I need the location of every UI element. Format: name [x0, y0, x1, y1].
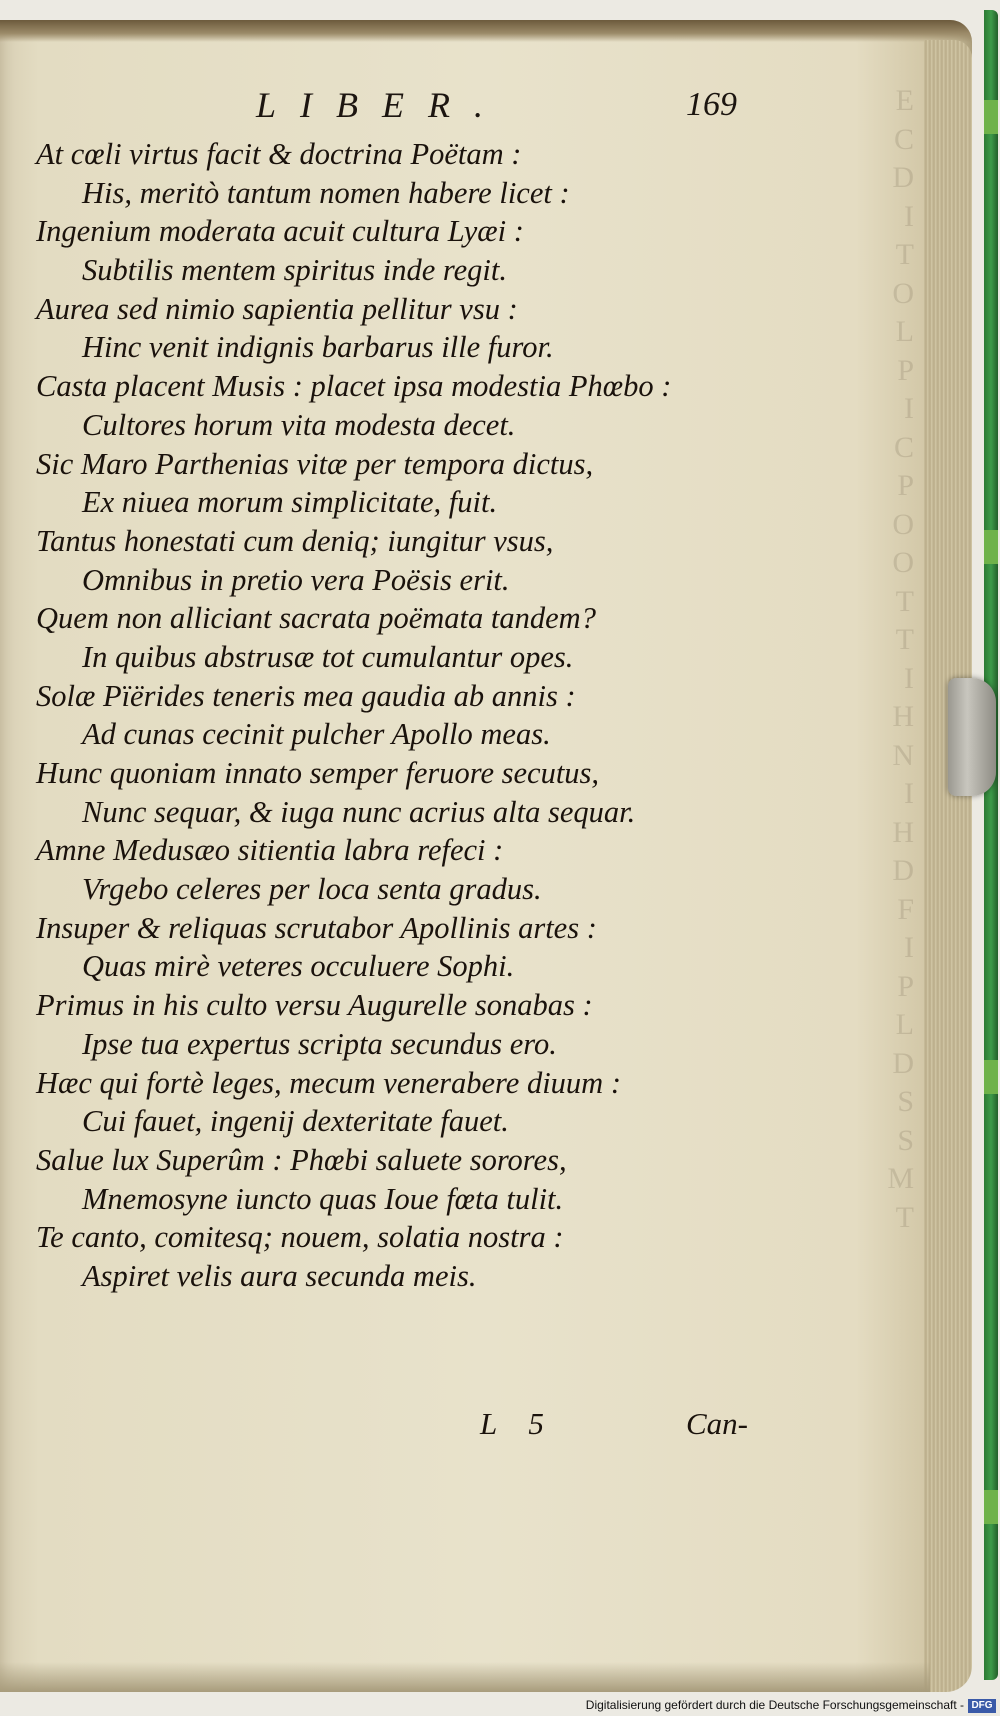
- digitization-credit: [0, 1698, 1000, 1716]
- verse-line: Casta placent Musis : placet ipsa modestia Phœbo :: [36, 369, 672, 404]
- bleed-through-text: E C D I T O L P I C P O O T T I H N I H D F I P L D S S M T: [887, 84, 914, 1234]
- catchword: Can-: [686, 1406, 748, 1441]
- verse-line: Cultores horum vita modesta decet.: [82, 407, 516, 442]
- running-head: LIBER.: [256, 85, 507, 125]
- verse-line: Ad cunas cecinit pulcher Apollo meas.: [82, 717, 551, 752]
- verse-line: Insuper & reliquas scrutabor Apollinis artes :: [36, 910, 597, 945]
- signature-mark: L 5: [480, 1406, 556, 1441]
- verse-line: Aspiret velis aura secunda meis.: [82, 1258, 477, 1293]
- book-edge-binding: [984, 10, 998, 1680]
- verse-line: Quas mirè veteres occuluere Sophi.: [82, 949, 515, 984]
- verse-line: Nunc sequar, & iuga nunc acrius alta sequar.: [82, 794, 636, 829]
- verse-line: Amne Medusæo sitientia labra refeci :: [36, 833, 504, 868]
- dfg-logo-icon: DFG: [968, 1699, 996, 1713]
- page-header: [256, 84, 756, 128]
- credit-text: Digitalisierung gefördert durch die Deutsche Forschungsgemeinschaft -: [585, 1698, 964, 1712]
- verse-line: Salue lux Superûm : Phœbi saluete sorores,: [36, 1142, 567, 1177]
- verse-line: Aurea sed nimio sapientia pellitur vsu :: [36, 291, 518, 326]
- verse-line: Ingenium moderata acuit cultura Lyæi :: [36, 214, 524, 249]
- verse-line: Te canto, comitesq; nouem, solatia nostra :: [36, 1220, 564, 1255]
- verse-line: Cui fauet, ingenij dexteritate fauet.: [82, 1104, 509, 1139]
- verse-line: Subtilis mentem spiritus inde regit.: [82, 253, 508, 288]
- book-page: [0, 20, 972, 1692]
- page-bottom-edge: [0, 1662, 930, 1692]
- page-top-edge: [0, 20, 972, 42]
- verse-line: Primus in his culto versu Augurelle sonabas :: [36, 988, 593, 1023]
- verse-line: His, meritò tantum nomen habere licet :: [82, 175, 570, 210]
- verse-line: Solæ Pïërides teneris mea gaudia ab annis :: [36, 678, 576, 713]
- verse-line: Hinc venit indignis barbarus ille furor.: [82, 330, 554, 365]
- verse-line: Tantus honestati cum deniq; iungitur vsus,: [36, 523, 554, 558]
- page-number: 169: [686, 86, 737, 123]
- verse-line: In quibus abstrusæ tot cumulantur opes.: [82, 639, 574, 674]
- page-clip: [948, 678, 996, 796]
- verse-line: Ipse tua expertus scripta secundus ero.: [82, 1026, 557, 1061]
- page-fore-edge: [924, 40, 972, 1692]
- verse-line: Vrgebo celeres per loca senta gradus.: [82, 872, 542, 907]
- page-footer: [480, 1406, 780, 1446]
- verse-line: Hunc quoniam innato semper feruore secutus,: [36, 756, 600, 790]
- verse-line: At cœli virtus facit & doctrina Poëtam :: [36, 137, 522, 171]
- verse-line: Ex niuea morum simplicitate, fuit.: [82, 485, 498, 520]
- verse-line: Quem non alliciant sacrata poëmata tandem?: [36, 601, 596, 636]
- verse-line: Sic Maro Parthenias vitæ per tempora dictus,: [36, 446, 594, 481]
- verse-line: Omnibus in pretio vera Poësis erit.: [82, 562, 510, 597]
- poem-text: [36, 135, 796, 1296]
- verse-line: Hæc qui fortè leges, mecum venerabere diuum :: [36, 1065, 621, 1100]
- verse-line: Mnemosyne iuncto quas Ioue fœta tulit.: [82, 1181, 564, 1216]
